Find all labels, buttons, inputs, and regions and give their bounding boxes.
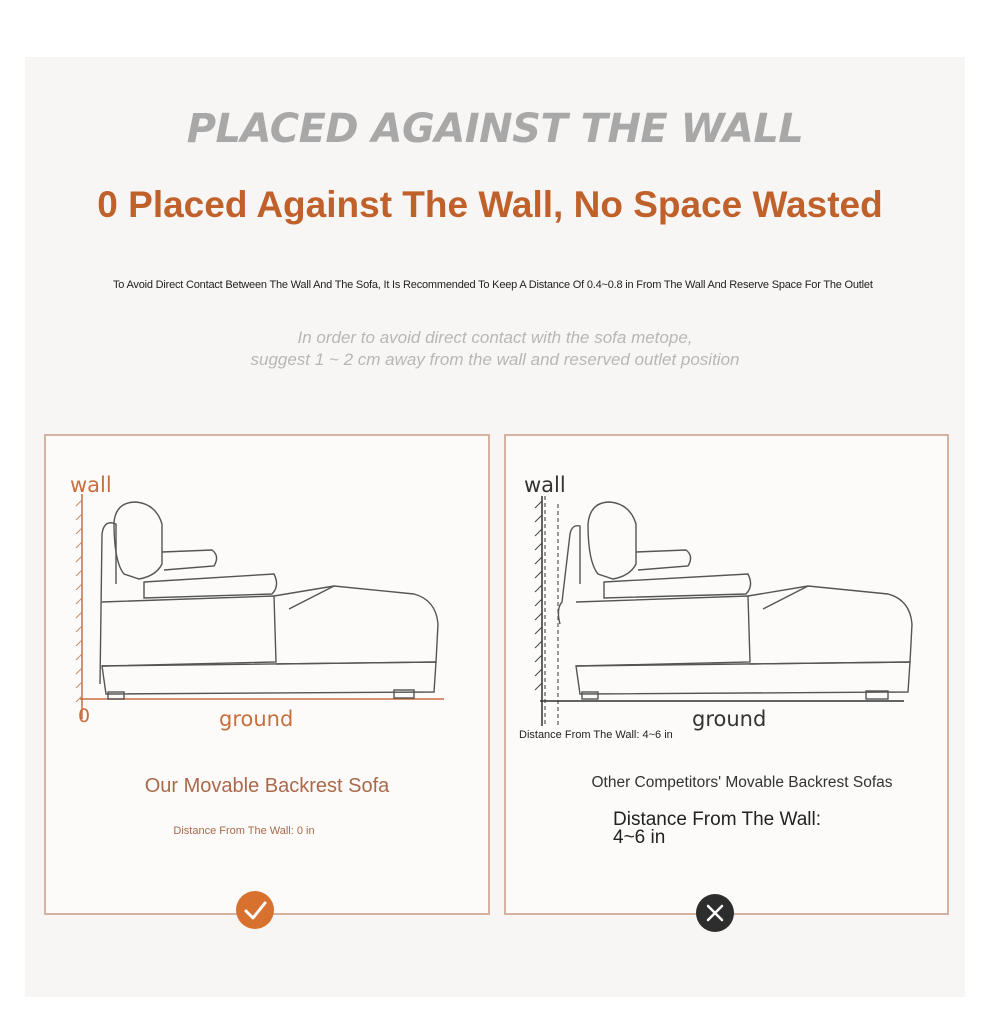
ground-label: ground	[219, 707, 294, 731]
headline: 0 Placed Against The Wall, No Space Wasted	[97, 184, 883, 225]
competitor-distance-label: Distance From The Wall: 4~6 in	[519, 729, 673, 741]
check-icon	[236, 891, 274, 929]
competitor-sofa-title: Other Competitors' Movable Backrest Sofas	[591, 774, 893, 791]
zero-label: 0	[78, 705, 91, 727]
hero-title: PLACED AGAINST THE WALL	[186, 106, 804, 152]
recommendation-note: To Avoid Direct Contact Between The Wall And The Sofa, It Is Recommended To Keep A Distance Of 0.4~0.8 in From The Wall And Reserve Space For The Outlet	[113, 279, 873, 291]
ground-label: ground	[692, 707, 767, 731]
wall-label: wall	[70, 473, 112, 497]
faint-caption-line-1: In order to avoid direct contact with the sofa metope,	[297, 328, 693, 347]
our-sofa-title: Our Movable Backrest Sofa	[144, 775, 390, 797]
cross-badge	[696, 894, 734, 932]
competitor-distance-big: Distance From The Wall: 4~6 in	[613, 809, 821, 848]
competitor-sofa-illustration	[504, 434, 950, 734]
faint-caption-line-2: suggest 1 ~ 2 cm away from the wall and reserved outlet position	[250, 350, 740, 369]
check-badge	[236, 891, 274, 929]
our-sofa-illustration	[44, 434, 490, 764]
cross-icon	[696, 894, 734, 932]
our-sofa-distance: Distance From The Wall: 0 in	[173, 825, 315, 837]
wall-label: wall	[524, 473, 566, 497]
